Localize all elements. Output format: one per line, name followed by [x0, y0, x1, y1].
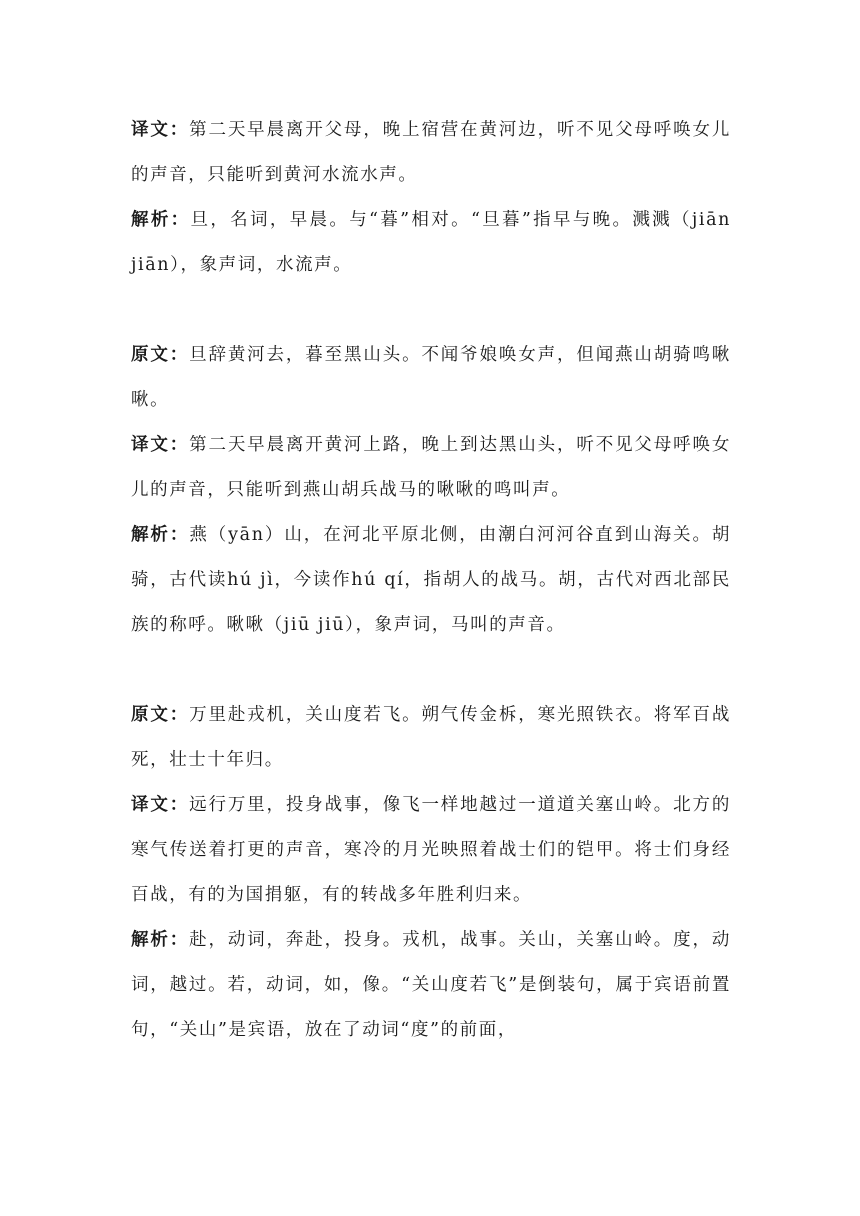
original-text: 万里赴戎机，关山度若飞。朔气传金柝，寒光照铁衣。将军百战死，壮士十年归。: [131, 705, 731, 770]
analysis-paragraph: [131, 198, 731, 288]
translation-paragraph: [131, 108, 731, 198]
analysis-paragraph: [131, 918, 731, 1053]
document-content: [131, 108, 731, 1053]
analysis-text: 旦，名词，早晨。与“暮”相对。“旦暮”指早与晚。溅溅（jiān jiān），象声词，水流声。: [131, 210, 731, 275]
analysis-text: 燕（yān）山，在河北平原北侧，由潮白河河谷直到山海关。胡骑，古代读hú jì，今读作hú qí，指胡人的战马。胡，古代对西北部民族的称呼。啾啾（jiū jiū），象声词，马叫的声音。: [131, 525, 731, 635]
translation-text: 第二天早晨离开父母，晚上宿营在黄河边，听不见父母呼唤女儿的声音，只能听到黄河水流水声。: [131, 120, 731, 185]
translation-label: 译文：: [131, 795, 190, 815]
analysis-paragraph: [131, 513, 731, 648]
analysis-text: 赴，动词，奔赴，投身。戎机，战事。关山，关塞山岭。度，动词，越过。若，动词，如，像。“关山度若飞”是倒装句，属于宾语前置句，“关山”是宾语，放在了动词“度”的前面，: [131, 930, 731, 1040]
original-label: 原文：: [131, 705, 190, 725]
translation-paragraph: [131, 783, 731, 918]
original-paragraph: [131, 693, 731, 783]
original-label: 原文：: [131, 345, 190, 365]
translation-text: 远行万里，投身战事，像飞一样地越过一道道关塞山岭。北方的寒气传送着打更的声音，寒冷的月光映照着战士们的铠甲。将士们身经百战，有的为国捐躯，有的转战多年胜利归来。: [131, 795, 731, 905]
block-spacer: [131, 648, 731, 693]
translation-paragraph: [131, 423, 731, 513]
block-spacer: [131, 288, 731, 333]
translation-label: 译文：: [131, 120, 190, 140]
original-text: 旦辞黄河去，暮至黑山头。不闻爷娘唤女声，但闻燕山胡骑鸣啾啾。: [131, 345, 731, 410]
analysis-label: 解析：: [131, 930, 190, 950]
analysis-label: 解析：: [131, 210, 191, 230]
translation-label: 译文：: [131, 435, 190, 455]
original-paragraph: [131, 333, 731, 423]
translation-text: 第二天早晨离开黄河上路，晚上到达黑山头，听不见父母呼唤女儿的声音，只能听到燕山胡兵战马的啾啾的鸣叫声。: [131, 435, 731, 500]
analysis-label: 解析：: [131, 525, 190, 545]
